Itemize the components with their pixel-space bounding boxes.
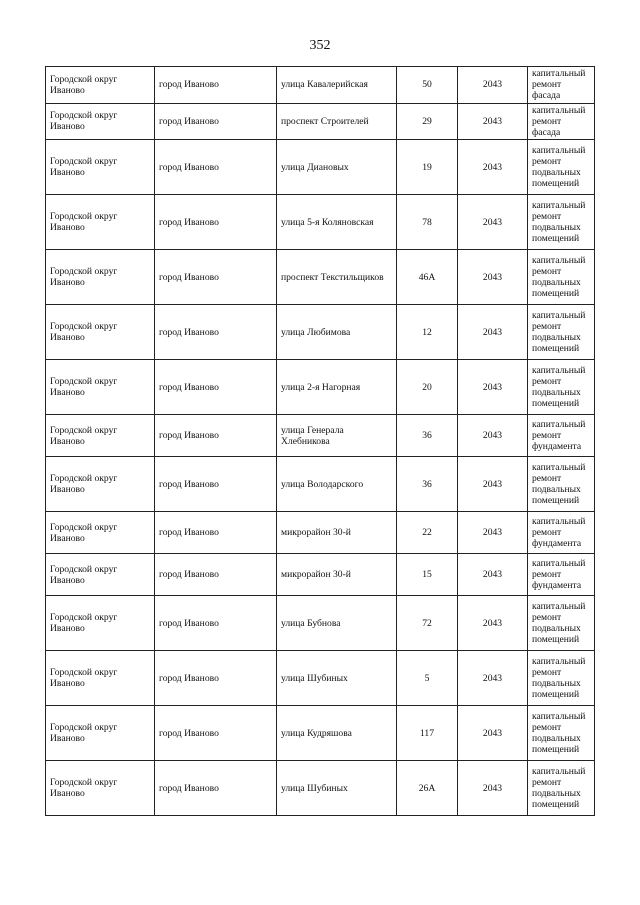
table-row — [46, 554, 595, 596]
street-cell: улица Кавалерийская — [277, 67, 397, 104]
okrug-cell: Городской округ Иваново — [46, 596, 155, 651]
okrug-cell: Городской округ Иваново — [46, 140, 155, 195]
work-cell: капитальный ремонт подвальных помещений — [528, 305, 595, 360]
okrug-cell: Городской округ Иваново — [46, 195, 155, 250]
year-cell: 2043 — [458, 554, 528, 596]
work-cell: капитальный ремонт подвальных помещений — [528, 250, 595, 305]
city-cell: город Иваново — [155, 554, 277, 596]
house-cell: 29 — [397, 103, 458, 140]
work-cell: капитальный ремонт фасада — [528, 67, 595, 104]
table-row — [46, 67, 595, 104]
house-cell: 5 — [397, 651, 458, 706]
year-cell: 2043 — [458, 67, 528, 104]
city-cell: город Иваново — [155, 512, 277, 554]
year-cell: 2043 — [458, 761, 528, 816]
page-number: 352 — [309, 38, 331, 53]
year-cell: 2043 — [458, 305, 528, 360]
year-cell: 2043 — [458, 140, 528, 195]
work-cell: капитальный ремонт подвальных помещений — [528, 360, 595, 415]
city-cell: город Иваново — [155, 651, 277, 706]
year-cell: 2043 — [458, 195, 528, 250]
table-row — [46, 103, 595, 140]
year-cell: 2043 — [458, 596, 528, 651]
street-cell: микрорайон 30-й — [277, 554, 397, 596]
city-cell: город Иваново — [155, 195, 277, 250]
work-cell: капитальный ремонт подвальных помещений — [528, 140, 595, 195]
house-cell: 19 — [397, 140, 458, 195]
street-cell: проспект Текстильщиков — [277, 250, 397, 305]
year-cell: 2043 — [458, 457, 528, 512]
city-cell: город Иваново — [155, 305, 277, 360]
house-cell: 12 — [397, 305, 458, 360]
okrug-cell: Городской округ Иваново — [46, 103, 155, 140]
house-cell: 36 — [397, 415, 458, 457]
work-cell: капитальный ремонт подвальных помещений — [528, 596, 595, 651]
year-cell: 2043 — [458, 651, 528, 706]
work-cell: капитальный ремонт подвальных помещений — [528, 457, 595, 512]
repair-schedule-table — [45, 66, 595, 816]
street-cell: микрорайон 30-й — [277, 512, 397, 554]
street-cell: улица Генерала Хлебникова — [277, 415, 397, 457]
work-cell: капитальный ремонт подвальных помещений — [528, 761, 595, 816]
city-cell: город Иваново — [155, 360, 277, 415]
okrug-cell: Городской округ Иваново — [46, 554, 155, 596]
street-cell: улица Шубиных — [277, 651, 397, 706]
table-row — [46, 512, 595, 554]
house-cell: 26А — [397, 761, 458, 816]
year-cell: 2043 — [458, 103, 528, 140]
street-cell: улица Бубнова — [277, 596, 397, 651]
city-cell: город Иваново — [155, 457, 277, 512]
year-cell: 2043 — [458, 706, 528, 761]
table-row — [46, 457, 595, 512]
okrug-cell: Городской округ Иваново — [46, 651, 155, 706]
year-cell: 2043 — [458, 360, 528, 415]
table-row — [46, 761, 595, 816]
table-row — [46, 706, 595, 761]
okrug-cell: Городской округ Иваново — [46, 250, 155, 305]
street-cell: улица Диановых — [277, 140, 397, 195]
okrug-cell: Городской округ Иваново — [46, 67, 155, 104]
city-cell: город Иваново — [155, 67, 277, 104]
street-cell: улица 2-я Нагорная — [277, 360, 397, 415]
work-cell: капитальный ремонт фундамента — [528, 554, 595, 596]
okrug-cell: Городской округ Иваново — [46, 457, 155, 512]
street-cell: улица Шубиных — [277, 761, 397, 816]
city-cell: город Иваново — [155, 250, 277, 305]
street-cell: улица Любимова — [277, 305, 397, 360]
house-cell: 22 — [397, 512, 458, 554]
okrug-cell: Городской округ Иваново — [46, 512, 155, 554]
work-cell: капитальный ремонт фундамента — [528, 415, 595, 457]
year-cell: 2043 — [458, 250, 528, 305]
work-cell: капитальный ремонт фасада — [528, 103, 595, 140]
city-cell: город Иваново — [155, 596, 277, 651]
street-cell: улица Кудряшова — [277, 706, 397, 761]
house-cell: 36 — [397, 457, 458, 512]
city-cell: город Иваново — [155, 761, 277, 816]
house-cell: 20 — [397, 360, 458, 415]
house-cell: 72 — [397, 596, 458, 651]
city-cell: город Иваново — [155, 706, 277, 761]
okrug-cell: Городской округ Иваново — [46, 706, 155, 761]
table-row — [46, 360, 595, 415]
table-row — [46, 305, 595, 360]
street-cell: улица Володарского — [277, 457, 397, 512]
house-cell: 78 — [397, 195, 458, 250]
house-cell: 46А — [397, 250, 458, 305]
okrug-cell: Городской округ Иваново — [46, 360, 155, 415]
house-cell: 15 — [397, 554, 458, 596]
year-cell: 2043 — [458, 512, 528, 554]
work-cell: капитальный ремонт фундамента — [528, 512, 595, 554]
city-cell: город Иваново — [155, 415, 277, 457]
table-row — [46, 250, 595, 305]
table-row — [46, 651, 595, 706]
work-cell: капитальный ремонт подвальных помещений — [528, 651, 595, 706]
table-row — [46, 195, 595, 250]
year-cell: 2043 — [458, 415, 528, 457]
okrug-cell: Городской округ Иваново — [46, 305, 155, 360]
street-cell: улица 5-я Коляновская — [277, 195, 397, 250]
table-row — [46, 415, 595, 457]
work-cell: капитальный ремонт подвальных помещений — [528, 195, 595, 250]
house-cell: 117 — [397, 706, 458, 761]
table-row — [46, 140, 595, 195]
okrug-cell: Городской округ Иваново — [46, 415, 155, 457]
house-cell: 50 — [397, 67, 458, 104]
city-cell: город Иваново — [155, 103, 277, 140]
street-cell: проспект Строителей — [277, 103, 397, 140]
city-cell: город Иваново — [155, 140, 277, 195]
okrug-cell: Городской округ Иваново — [46, 761, 155, 816]
work-cell: капитальный ремонт подвальных помещений — [528, 706, 595, 761]
table-row — [46, 596, 595, 651]
